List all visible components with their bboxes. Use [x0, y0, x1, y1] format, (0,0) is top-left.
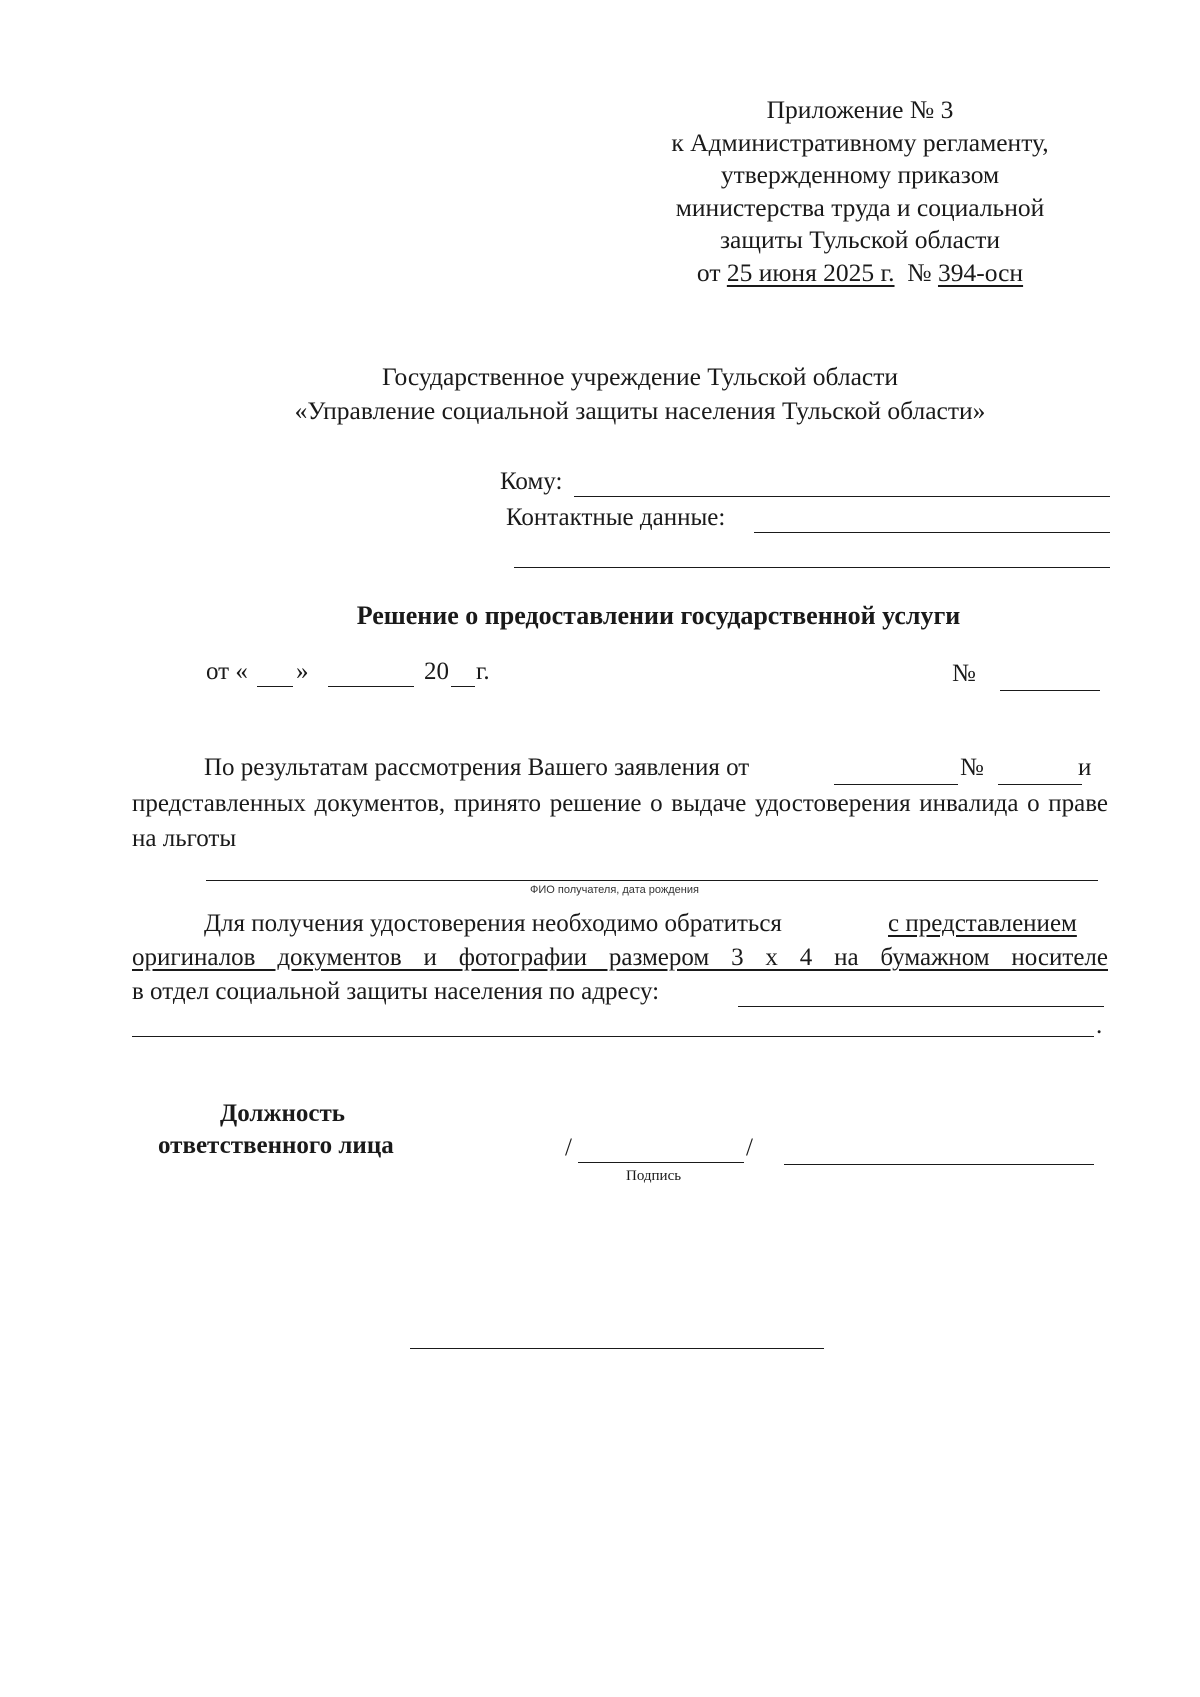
decision-year-line[interactable] — [451, 686, 475, 687]
para1-start: По результатам рассмотрения Вашего заявления от — [204, 754, 750, 781]
appendix-header — [600, 94, 1120, 289]
signature-slash-right: / — [746, 1134, 753, 1161]
contacts-label: Контактные данные: — [506, 504, 726, 531]
recipient-to-line[interactable] — [574, 496, 1110, 497]
para2-end: в отдел социальной защиты населения по адресу: — [132, 978, 660, 1005]
appendix-title: Приложение № 3 — [766, 95, 954, 124]
address-line-2[interactable] — [132, 1036, 1094, 1037]
position-line-1: Должность — [220, 1100, 346, 1127]
bottom-separator — [410, 1348, 824, 1349]
decision-number-sign: № — [952, 660, 976, 687]
name-line[interactable] — [784, 1164, 1094, 1165]
signature-line[interactable] — [578, 1162, 744, 1163]
decision-month-line[interactable] — [328, 686, 414, 687]
contacts-line[interactable] — [754, 532, 1110, 533]
application-number-line[interactable] — [998, 784, 1082, 785]
address-line[interactable] — [738, 1006, 1104, 1007]
signature-slash-left: / — [565, 1134, 572, 1161]
order-date-prefix: от — [696, 257, 727, 287]
para1-and: и — [1078, 754, 1092, 781]
decision-date-close-quote: » — [296, 658, 309, 685]
final-dot: . — [1096, 1012, 1103, 1039]
para2-underlined-1: с представлением — [888, 910, 1077, 937]
appendix-line-2: к Административному регламенту, — [671, 127, 1049, 157]
recipient-to-label: Кому: — [500, 468, 563, 495]
decision-day-line[interactable] — [257, 686, 293, 687]
order-number-prefix: № — [907, 257, 938, 287]
signature-caption: Подпись — [626, 1168, 682, 1184]
contacts-line-2[interactable] — [514, 567, 1110, 568]
decision-year-suffix: г. — [476, 658, 490, 685]
para1-rest: представленных документов, принято решение о выдаче удостоверения инвалида о праве на льготы — [132, 790, 1108, 852]
fio-caption: ФИО получателя, дата рождения — [530, 884, 699, 896]
institution-line-2: «Управление социальной защиты населения Тульской области» — [294, 396, 986, 425]
decision-date-from: от « — [206, 658, 248, 685]
decision-title: Решение о предоставлении государственной услуги — [356, 601, 961, 630]
appendix-line-5: защиты Тульской области — [719, 225, 1001, 254]
decision-number-line[interactable] — [1000, 690, 1100, 691]
institution-line-1: Государственное учреждение Тульской области — [381, 362, 899, 391]
institution-block — [240, 360, 1040, 428]
appendix-order-line — [600, 257, 1120, 290]
fio-line[interactable] — [206, 880, 1098, 881]
order-date: 25 июня 2025 г. — [726, 257, 895, 287]
order-number: 394-осн — [937, 257, 1024, 287]
appendix-line-4: министерства труда и социальной — [675, 192, 1045, 222]
appendix-line-3: утвержденному приказом — [720, 160, 1000, 189]
para2-start: Для получения удостоверения необходимо обратиться — [204, 910, 782, 937]
para1-number-sign: № — [960, 754, 984, 781]
position-line-2: ответственного лица — [158, 1132, 394, 1159]
decision-year-prefix: 20 — [424, 658, 449, 685]
application-date-line[interactable] — [834, 784, 958, 785]
para2-underlined-2: оригиналов документов и фотографии размером 3 х 4 на бумажном носителе — [132, 944, 1108, 971]
